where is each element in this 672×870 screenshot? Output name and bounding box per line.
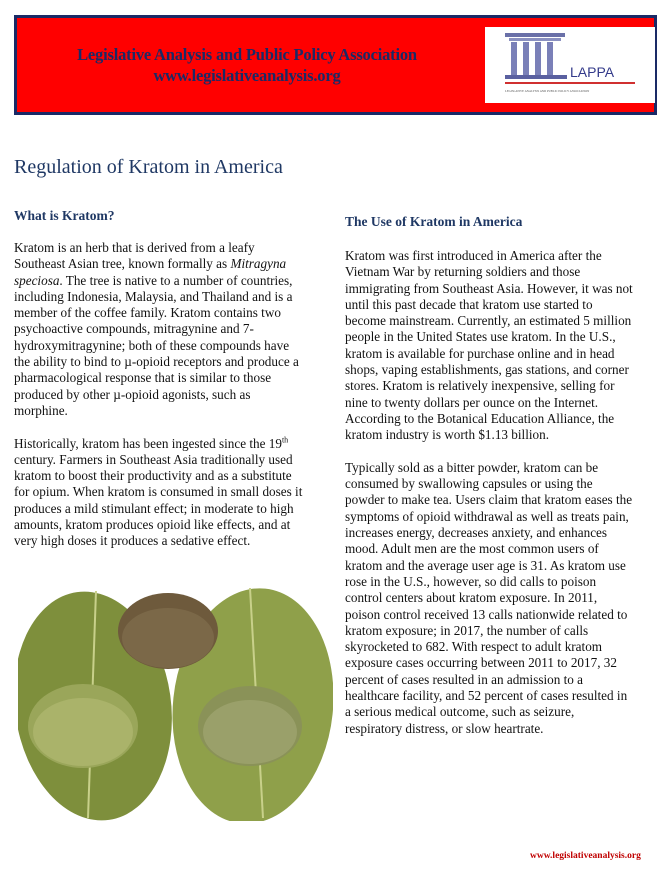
footer-url[interactable]: www.legislativeanalysis.org [530,851,641,861]
text-line: produced by other µ-opioid agonists, such as [14,386,251,402]
text-line: amounts, kratom produces opioid like effects, and at [14,517,291,533]
text-segment: . The tree is native to a number of countries, [59,272,293,288]
text-line: Kratom is an herb that is derived from a leafy [14,240,255,255]
text-line: until this past decade that kratom use started to [345,296,593,312]
text-line: very high doses it produces a sedative effect. [14,533,251,549]
text-segment: Historically, kratom has been ingested since the 19 [14,435,282,451]
paragraph-gap [345,444,633,460]
text-line: mood. Adult men are the most common users of [345,541,599,557]
text-line: poison control received 13 calls nationwide related to [345,606,628,622]
text-line: immigrating from Southeast Asia. However, it was not [345,280,633,296]
text-line: exposure cases occurring between 2011 to 2017, 32 [345,655,617,671]
left-column-text [14,240,302,550]
text-line: pharmacological response that is similar to those [14,370,272,386]
text-line: consumed by swallowing capsules or using the [345,476,593,492]
text-line [14,436,302,452]
text-line: kratom is available for purchase online and in head [345,345,615,361]
text-line: percent of cases resulted in an admission to a [345,671,584,687]
text-line: for opium. When kratom is consumed in small doses it [14,484,303,500]
org-name: Legislative Analysis and Public Policy Association [77,45,417,64]
text-line: rose in the U.S., however, so did calls to poison [345,573,597,589]
text-line: a serious medical outcome, such as seizure, [345,704,575,720]
text-line: including Indonesia, Malaysia, and Thailand and is a [14,288,293,304]
text-line: become mainstream. Currently, an estimated 5 million [345,313,632,329]
text-line: Kratom was first introduced in America after the [345,248,602,263]
text-line: morphine. [14,402,68,418]
lappa-logo [485,27,655,103]
left-heading: What is Kratom? [14,208,115,223]
org-url[interactable]: www.legislativeanalysis.org [153,66,341,85]
text-line: kratom industry is worth $1.13 billion. [345,427,550,443]
text-line: member of the coffee family. Kratom contains two [14,305,281,321]
text-line: control centers about kratom exposure. In 2011, [345,590,598,606]
text-line: the ability to bind to µ-opioid receptors and produce a [14,354,299,370]
text-line: kratom and the average user age is 31. As kratom use [345,557,626,573]
kratom-leaves-image [18,556,333,821]
text-line: respiratory distress, or slow heartrate. [345,720,544,736]
logo-subtext: LEGISLATIVE ANALYSIS AND PUBLIC POLICY ASSOCIATION [505,89,590,93]
superscript: th [281,435,289,445]
text-line: increases energy, decreases anxiety, and enhances [345,525,608,541]
text-line [14,256,302,272]
text-line: Typically sold as a bitter powder, kratom can be [345,459,599,475]
right-heading: The Use of Kratom in America [345,214,523,229]
text-line: hydroxymitragynine; both of these compounds have [14,337,290,353]
text-line: nine to twenty dollars per ounce on the Internet. [345,394,599,410]
text-line: Vietnam War by returning soldiers and those [345,264,581,280]
right-column-text [345,248,633,737]
text-line [14,273,302,289]
text-line: healthcare facility, and 52 percent of cases resulted in [345,688,628,704]
text-line: kratom exposure; in 2017, the number of calls [345,622,589,638]
text-line: people in the United States use kratom. In the U.S., [345,329,616,345]
text-line: stores. Kratom is relatively inexpensive, selling for [345,378,615,394]
text-line: powder to make tea. Users claim that kratom eases the [345,492,633,508]
page-title: Regulation of Kratom in America [14,156,283,178]
text-line: According to the Botanical Education Alliance, the [345,410,615,426]
text-line: psychoactive compounds, mitragynine and 7- [14,321,254,337]
org-header [47,44,447,86]
text-segment: Southeast Asian tree, known formally as [14,256,231,272]
header-banner [14,15,657,115]
text-line: shops, vaping establishments, gas stations, and corner [345,362,629,378]
text-line: century. Farmers in Southeast Asia traditionally used [14,451,293,467]
italic-text: speciosa [14,272,60,288]
logo-text: LAPPA [570,64,615,80]
text-line: produces a mild stimulant effect; in moderate to high [14,500,294,516]
text-line: symptoms of opioid withdrawal as well as treats pain, [345,508,629,524]
italic-text: Mitragyna [230,256,287,272]
paragraph-gap [14,419,302,435]
text-line: skyrocketed to 682. With respect to adult kratom [345,639,603,655]
text-line: kratom to boost their productivity and as a substitute [14,468,292,484]
